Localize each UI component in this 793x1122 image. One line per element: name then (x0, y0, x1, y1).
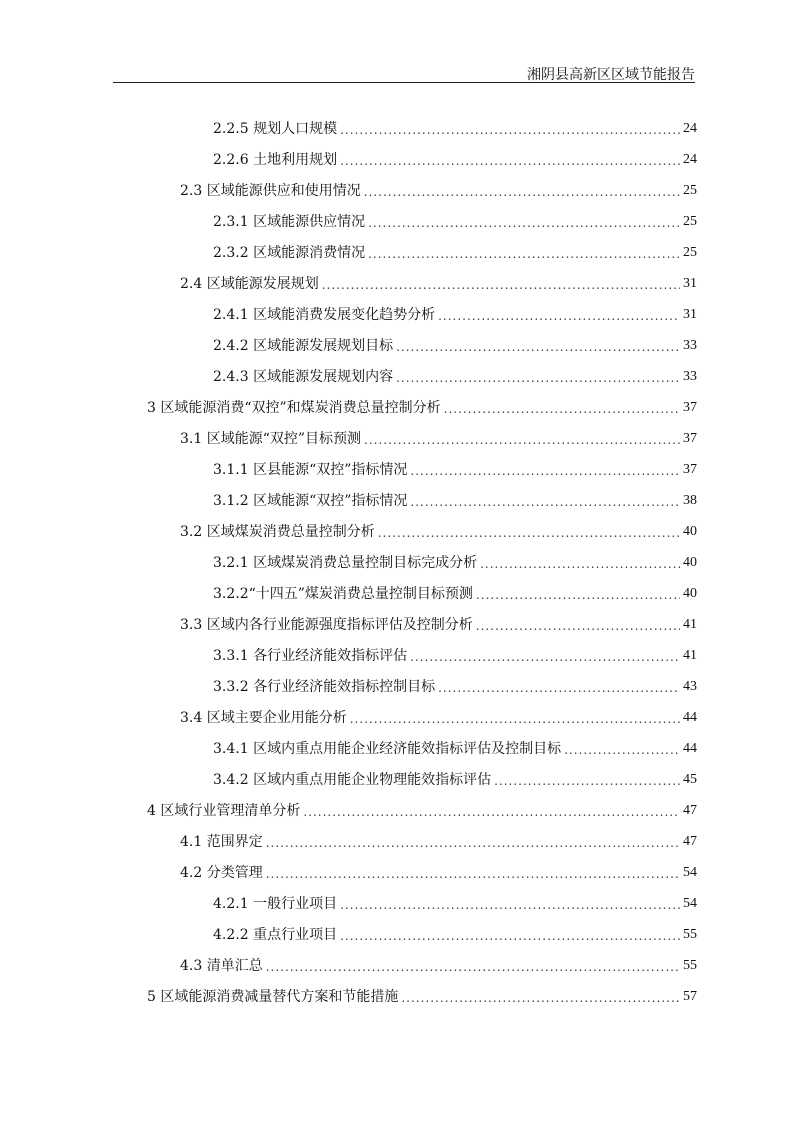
toc-dot-leader (322, 277, 680, 293)
toc-entry[interactable] (213, 552, 697, 572)
toc-entry-page: 33 (683, 369, 697, 384)
toc-entry-page: 44 (683, 741, 697, 756)
toc-dot-leader (494, 773, 680, 789)
toc-entry[interactable] (213, 738, 697, 758)
toc-dot-leader (340, 122, 680, 138)
toc-entry-page: 40 (683, 555, 697, 570)
toc-dot-leader (396, 339, 680, 355)
toc-entry-label: 3.2.2“十四五”煤炭消费总量控制目标预测 (213, 586, 473, 602)
toc-dot-leader (476, 587, 680, 603)
toc-dot-leader (444, 401, 680, 417)
toc-dot-leader (438, 680, 680, 696)
toc-dot-leader (340, 153, 680, 169)
toc-entry-label: 2.4.3 区域能源发展规划内容 (213, 369, 394, 385)
toc-entry-page: 47 (683, 834, 697, 849)
toc-entry-page: 57 (683, 989, 697, 1004)
toc-entry-label: 3.3.2 各行业经济能效指标控制目标 (213, 679, 436, 695)
toc-dot-leader (476, 618, 680, 634)
toc-entry[interactable] (213, 459, 697, 479)
toc-entry[interactable] (213, 304, 697, 324)
toc-dot-leader (266, 959, 680, 975)
toc-entry[interactable] (213, 583, 697, 603)
toc-entry-page: 24 (683, 152, 697, 167)
toc-dot-leader (410, 463, 680, 479)
toc-entry-label: 3.4 区域主要企业用能分析 (180, 710, 347, 726)
toc-dot-leader (303, 804, 680, 820)
toc-entry-label: 4.2.2 重点行业项目 (213, 927, 338, 943)
toc-entry-label: 2.2.5 规划人口规模 (213, 121, 338, 137)
toc-entry-page: 37 (683, 400, 697, 415)
toc-entry-label: 5 区域能源消费减量替代方案和节能措施 (147, 989, 399, 1005)
toc-entry-page: 43 (683, 679, 697, 694)
toc-entry-page: 25 (683, 183, 697, 198)
toc-entry-label: 2.3.1 区域能源供应情况 (213, 214, 366, 230)
toc-dot-leader (266, 835, 680, 851)
toc-entry-page: 25 (683, 245, 697, 260)
toc-entry[interactable] (180, 955, 697, 975)
toc-entry[interactable] (213, 335, 697, 355)
toc-entry[interactable] (147, 397, 697, 417)
toc-dot-leader (378, 525, 680, 541)
toc-entry[interactable] (213, 676, 697, 696)
toc-entry-label: 4.2 分类管理 (180, 865, 263, 881)
toc-dot-leader (480, 556, 680, 572)
header-title: 湘阴县高新区区域节能报告 (527, 67, 695, 83)
toc-entry-page: 31 (683, 276, 697, 291)
toc-entry[interactable] (213, 211, 697, 231)
toc-dot-leader (364, 184, 680, 200)
toc-entry-label: 3.4.2 区域内重点用能企业物理能效指标评估 (213, 772, 492, 788)
toc-dot-leader (340, 928, 680, 944)
toc-entry-page: 45 (683, 772, 697, 787)
toc-entry-page: 37 (683, 431, 697, 446)
toc-entry-label: 2.4 区域能源发展规划 (180, 276, 319, 292)
toc-entry[interactable] (180, 862, 697, 882)
toc-entry[interactable] (213, 242, 697, 262)
toc-entry[interactable] (213, 893, 697, 913)
toc-dot-leader (401, 990, 680, 1006)
toc-entry-page: 55 (683, 927, 697, 942)
toc-entry-page: 38 (683, 493, 697, 508)
toc-entry[interactable] (180, 180, 697, 200)
toc-entry-label: 2.4.1 区域能消费发展变化趋势分析 (213, 307, 436, 323)
toc-entry-page: 25 (683, 214, 697, 229)
toc-dot-leader (410, 649, 680, 665)
toc-entry[interactable] (180, 831, 697, 851)
toc-entry-label: 4.2.1 一般行业项目 (213, 896, 338, 912)
toc-entry-label: 3.2.1 区域煤炭消费总量控制目标完成分析 (213, 555, 478, 571)
toc-entry-page: 44 (683, 710, 697, 725)
toc-dot-leader (368, 215, 680, 231)
toc-entry[interactable] (147, 986, 697, 1006)
toc-entry[interactable] (180, 273, 697, 293)
toc-entry-page: 31 (683, 307, 697, 322)
toc-entry-page: 41 (683, 648, 697, 663)
toc-entry[interactable] (213, 490, 697, 510)
toc-entry[interactable] (213, 769, 697, 789)
toc-entry-label: 2.2.6 土地利用规划 (213, 152, 338, 168)
toc-entry-label: 4.1 范围界定 (180, 834, 263, 850)
toc-entry-page: 24 (683, 121, 697, 136)
toc-entry[interactable] (180, 521, 697, 541)
toc-entry-label: 3.1 区域能源“双控”目标预测 (180, 431, 362, 447)
toc-entry[interactable] (213, 924, 697, 944)
toc-entry-page: 54 (683, 896, 697, 911)
toc-dot-leader (340, 897, 680, 913)
toc-dot-leader (266, 866, 680, 882)
toc-entry-page: 33 (683, 338, 697, 353)
toc-entry-page: 54 (683, 865, 697, 880)
toc-entry-page: 37 (683, 462, 697, 477)
toc-entry[interactable] (180, 707, 697, 727)
toc-entry-label: 2.3.2 区域能源消费情况 (213, 245, 366, 261)
toc-entry[interactable] (180, 614, 697, 634)
toc-entry[interactable] (213, 645, 697, 665)
toc-entry-label: 3.3.1 各行业经济能效指标评估 (213, 648, 408, 664)
toc-dot-leader (438, 308, 680, 324)
toc-entry-label: 2.3 区域能源供应和使用情况 (180, 183, 361, 199)
toc-entry[interactable] (213, 149, 697, 169)
toc-dot-leader (350, 711, 680, 727)
toc-entry-label: 3.1.1 区县能源“双控”指标情况 (213, 462, 408, 478)
toc-entry-page: 40 (683, 586, 697, 601)
toc-entry-page: 40 (683, 524, 697, 539)
toc-entry-label: 3 区域能源消费“双控”和煤炭消费总量控制分析 (147, 400, 441, 416)
toc-entry-label: 2.4.2 区域能源发展规划目标 (213, 338, 394, 354)
toc-entry[interactable] (213, 366, 697, 386)
toc-entry-page: 41 (683, 617, 697, 632)
toc-entry-label: 4.3 清单汇总 (180, 958, 263, 974)
toc-entry-page: 47 (683, 803, 697, 818)
toc-entry-label: 3.1.2 区域能源“双控”指标情况 (213, 493, 408, 509)
toc-entry-label: 3.3 区域内各行业能源强度指标评估及控制分析 (180, 617, 473, 633)
toc-dot-leader (368, 246, 680, 262)
toc-entry[interactable] (147, 800, 697, 820)
toc-entry[interactable] (213, 118, 697, 138)
toc-entry-label: 3.2 区域煤炭消费总量控制分析 (180, 524, 375, 540)
toc-entry-label: 4 区域行业管理清单分析 (147, 803, 301, 819)
toc-dot-leader (410, 494, 680, 510)
toc-dot-leader (364, 432, 680, 448)
toc-entry-label: 3.4.1 区域内重点用能企业经济能效指标评估及控制目标 (213, 741, 562, 757)
toc-dot-leader (564, 742, 680, 758)
toc-dot-leader (396, 370, 680, 386)
toc-entry[interactable] (180, 428, 697, 448)
toc-entry-page: 55 (683, 958, 697, 973)
